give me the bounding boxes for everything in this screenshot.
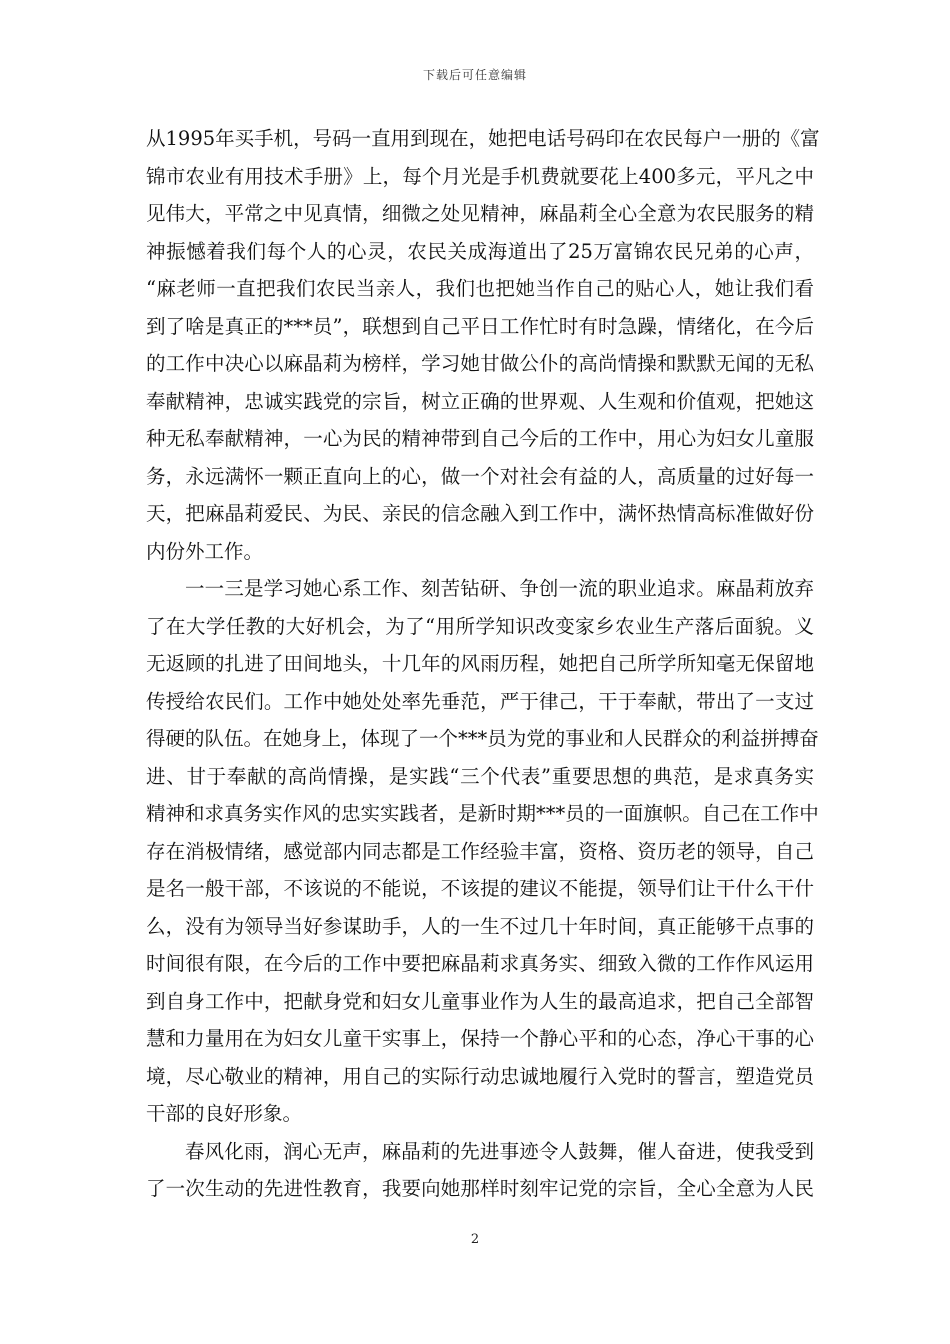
text-line: 务，永远满怀一颗正直向上的心，做一个对社会有益的人，高质量的过好每一 xyxy=(146,464,814,488)
text-line: 天，把麻晶莉爱民、为民、亲民的信念融入到工作中，满怀热情高标准做好份 xyxy=(146,502,814,525)
text-line: 得硬的队伍。在她身上，体现了一个***员为党的事业和人民群众的利益拼搏奋 xyxy=(146,727,819,750)
text-line: 传授给农民们。工作中她处处率先垂范，严于律己，干于奉献，带出了一支过 xyxy=(146,689,814,713)
text-line: 了在大学任教的大好机会，为了“用所学知识改变家乡农业生产落后面貌。义 xyxy=(146,614,814,638)
text-line: 进、甘于奉献的高尚情操，是实践“三个代表”重要思想的典范，是求真务实 xyxy=(146,764,814,788)
text-line: 无返顾的扎进了田间地头，十几年的风雨历程，她把自己所学所知毫无保留地 xyxy=(146,652,814,675)
text-line: 到自身工作中，把献身党和妇女儿童事业作为人生的最高追求，把自己全部智 xyxy=(146,989,814,1013)
text-line: 的工作中决心以麻晶莉为榜样，学习她甘做公仆的高尚情操和默默无闻的无私 xyxy=(146,352,814,375)
text-line: 精神和求真务实作风的忠实实践者，是新时期***员的一面旗帜。自己在工作中 xyxy=(146,802,819,825)
text-line: 见伟大，平常之中见真情，细微之处见精神，麻晶莉全心全意为农民服务的精 xyxy=(146,202,814,225)
paragraph-start-line: 一一三是学习她心系工作、刻苦钻研、争创一流的职业追求。麻晶莉放弃 xyxy=(185,577,814,600)
text-line: 到了啥是真正的***员”，联想到自己平日工作忙时有时急躁，情绪化，在今后 xyxy=(146,314,814,338)
text-line: 存在消极情绪，感觉部内同志都是工作经验丰富，资格、资历老的领导，自己 xyxy=(146,839,814,863)
page-number: 2 xyxy=(470,1232,480,1247)
text-line: 境，尽心敬业的精神，用自己的实际行动忠诚地履行入党时的誓言，塑造党员 xyxy=(146,1064,814,1088)
text-line: 慧和力量用在为妇女儿童干实事上，保持一个静心平和的心态，净心干事的心 xyxy=(146,1027,814,1050)
text-line: 奉献精神，忠诚实践党的宗旨，树立正确的世界观、人生观和价值观，把她这 xyxy=(146,389,814,413)
body-text xyxy=(146,120,820,1208)
text-line: 么，没有为领导当好参谋助手，人的一生不过几十年时间，真正能够干点事的 xyxy=(146,914,814,938)
text-line: 干部的良好形象。 xyxy=(146,1102,303,1125)
text-line: 内份外工作。 xyxy=(146,539,264,563)
text-line: 锦市农业有用技术手册》上，每个月光是手机费就要花上400多元，平凡之中 xyxy=(146,164,814,188)
text-line: 种无私奉献精神，一心为民的精神带到自己今后的工作中，用心为妇女儿童服 xyxy=(146,427,814,450)
text-line: 神振憾着我们每个人的心灵，农民关成海道出了25万富锦农民兄弟的心声， xyxy=(146,239,814,263)
page-header: 下载后可任意编辑 xyxy=(422,68,527,82)
text-line: “麻老师一直把我们农民当亲人，我们也把她当作自己的贴心人，她让我们看 xyxy=(146,277,814,300)
text-line: 从1995年买手机，号码一直用到现在，她把电话号码印在农民每户一册的《富 xyxy=(146,127,820,150)
paragraph-start-line: 春风化雨，润心无声，麻晶莉的先进事迹令人鼓舞，催人奋进，使我受到 xyxy=(185,1139,814,1163)
text-line: 了一次生动的先进性教育，我要向她那样时刻牢记党的宗旨，全心全意为人民 xyxy=(146,1177,814,1200)
text-line: 时间很有限，在今后的工作中要把麻晶莉求真务实、细致入微的工作作风运用 xyxy=(146,952,814,975)
text-line: 是名一般干部，不该说的不能说，不该提的建议不能提，领导们让干什么干什 xyxy=(146,877,814,900)
